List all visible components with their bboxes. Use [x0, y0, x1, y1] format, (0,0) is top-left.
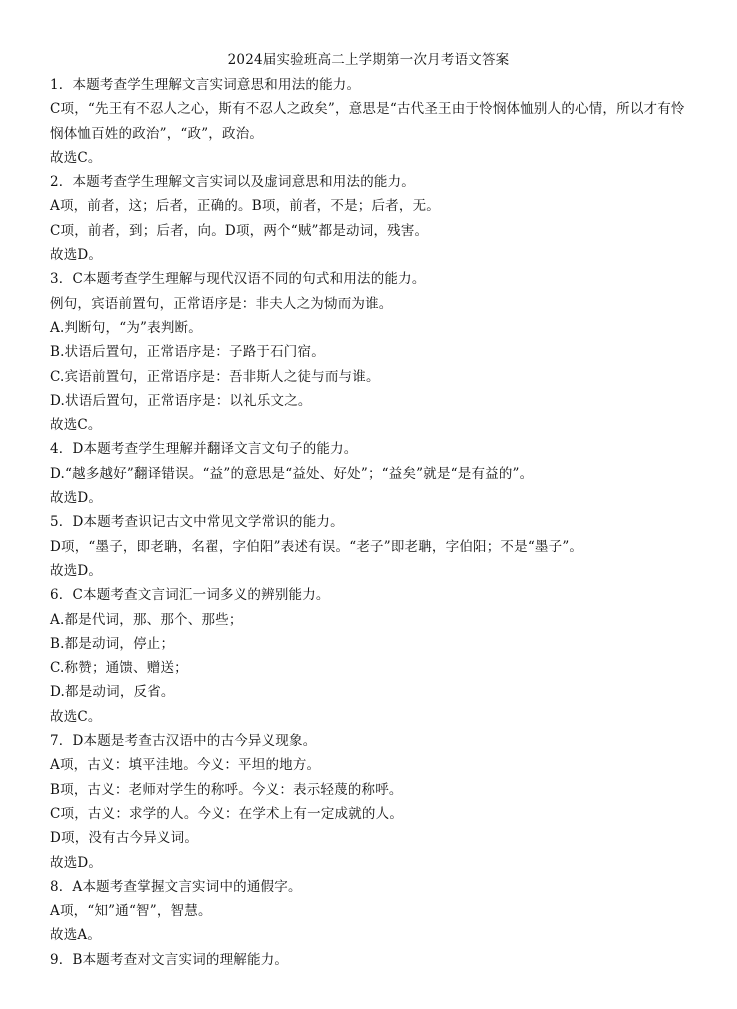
text-line: A项，前者，这；后者，正确的。B项，前者，不是；后者，无。: [50, 198, 440, 215]
document-title: 2024届实验班高二上学期第一次月考语文答案: [227, 52, 510, 68]
text-line: 故选C。: [50, 708, 102, 725]
text-line: A.都是代词，那、那个、那些；: [50, 611, 243, 628]
text-line: 故选D。: [50, 490, 103, 507]
answer-content: [50, 73, 700, 972]
text-line: D.状语后置句，正常语序是：以礼乐文之。: [50, 392, 312, 409]
text-line: 6．C本题考查文言词汇一词多义的辨别能力。: [50, 587, 330, 604]
text-line: A.判断句，“为”表判断。: [50, 319, 202, 336]
text-line: D.都是动词，反省。: [50, 684, 175, 701]
text-line: C项，古义：求学的人。今义：在学术上有一定成就的人。: [50, 805, 404, 822]
text-line: B.都是动词，停止；: [50, 635, 175, 652]
text-line: D.“越多越好”翻译错误。“益”的意思是“益处、好处”；“益矣”就是“是有益的”。: [50, 465, 534, 482]
text-line: C.称赞；通馈、赠送；: [50, 660, 188, 677]
text-line: 1．本题考查学生理解文言实词意思和用法的能力。: [50, 77, 361, 93]
text-line: 5．D本题考查识记古文中常见文学常识的能力。: [50, 514, 344, 531]
text-line: 8．A本题考查掌握文言实词中的通假字。: [50, 878, 302, 895]
text-line: 7．D本题是考查古汉语中的古今异义现象。: [50, 733, 317, 750]
text-line: D项，没有古今异义词。: [50, 830, 199, 847]
text-line: 故选D。: [50, 247, 103, 264]
text-line: 2．本题考查学生理解文言实词以及虚词意思和用法的能力。: [50, 174, 415, 191]
text-line: 悯体恤百姓的政治”，“政”，政治。: [50, 125, 264, 142]
text-line: A项，“知”通“智”，智慧。: [50, 903, 212, 920]
text-line: B.状语后置句，正常语序是：子路于石门宿。: [50, 344, 325, 361]
text-line: C项，前者，到；后者，向。D项，两个“贼”都是动词，残害。: [50, 222, 429, 239]
text-line: 故选D。: [50, 562, 103, 579]
text-line: B项，古义：老师对学生的称呼。今义：表示轻蔑的称呼。: [50, 781, 403, 798]
text-line: 故选A。: [50, 927, 102, 944]
text-line: C.宾语前置句，正常语序是：吾非斯人之徒与而与谁。: [50, 368, 380, 385]
text-line: 3．C本题考查学生理解与现代汉语不同的句式和用法的能力。: [50, 271, 426, 288]
text-line: 故选D。: [50, 854, 103, 871]
text-line: 9．B本题考查对文言实词的理解能力。: [50, 951, 289, 968]
text-line: A项，古义：填平洼地。今义：平坦的地方。: [50, 757, 321, 774]
text-line: 故选C。: [50, 149, 102, 166]
text-line: 例句，宾语前置句，正常语序是：非夫人之为恸而为谁。: [50, 295, 393, 312]
text-line: D项，“墨子，即老聃，名翟，字伯阳”表述有误。“老子”即老聃，字伯阳；不是“墨子”。: [50, 538, 584, 555]
text-line: 4．D本题考查学生理解并翻译文言文句子的能力。: [50, 441, 358, 458]
text-line: C项，“先王有不忍人之心，斯有不忍人之政矣”，意思是“古代圣王由于怜悯体恤别人的心情，所以才有怜: [50, 101, 685, 118]
text-line: 故选C。: [50, 417, 102, 434]
